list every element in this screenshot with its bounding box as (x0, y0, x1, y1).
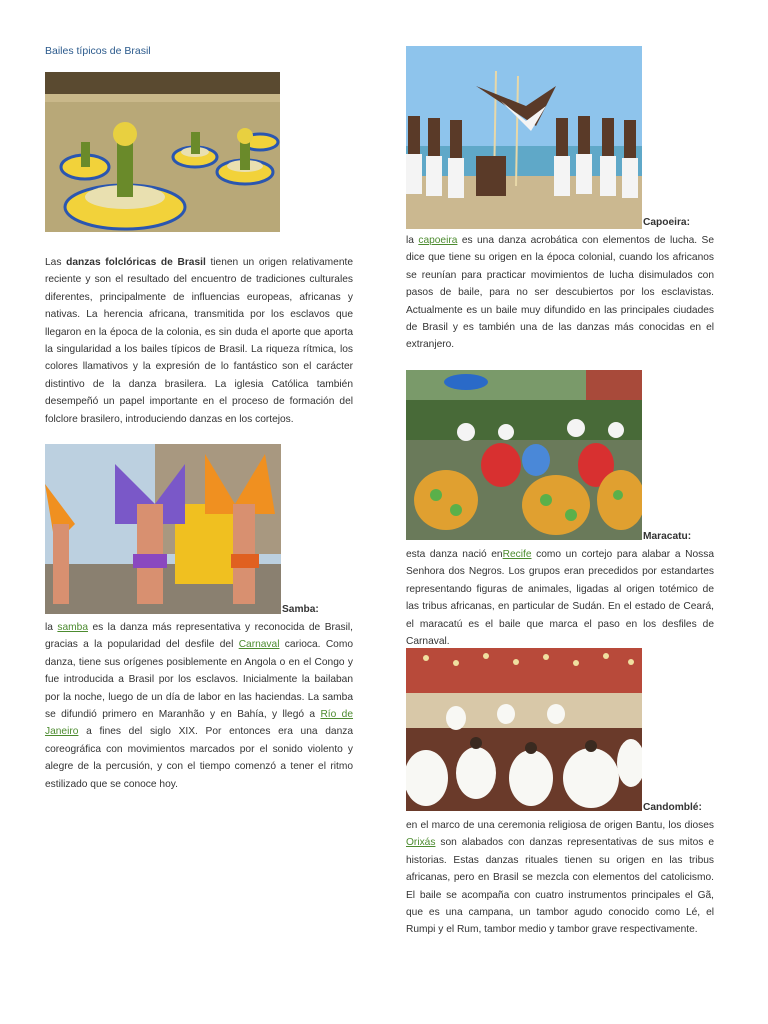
samba-paragraph: la samba es la danza más representativa y reconocida de Brasil, gracias a la popularidad del desfile del Carnaval carioca. Como danza, tiene sus orígenes posiblemente en Angola o en el Congo y fue introducida a Brasil por los esclavos. Inicialmente la bailaban por la noche, luego de un día de labor en las haciendas. La samba se difundió primero en Maranhão y en Bahía, y llegó a Río de Janeiro a fines del siglo XIX. Por entonces era una danza coreográfica con movimientos marcados por el sonido violento y alegre de la percusión, y con el tiempo comenzó a tener el ritmo estilizado que se conoce hoy. (45, 622, 354, 790)
carnaval-link[interactable]: Carnaval (238, 639, 280, 651)
candomble-paragraph: en el marco de una ceremonia religiosa de origen Bantu, los dioses Orixás son alabados con danzas representativas de sus mitos e historias. Estas danzas rituales tienen su origen en las tribus africanas, pero en Brasil se mezcla con elementos del catolicismo. El baile se acompaña con cuatro instrumentos principales el Gã, que es una campana, un tambor agudo conocido como Lé, el Rumpi y el Rum, tambor medio y tambor grave respectivamente. (406, 820, 714, 936)
intro-paragraph: Las danzas folclóricas de Brasil tienen un origen relativamente reciente y son el resultado del encuentro de tradiciones culturales diferentes, principalmente de influencias europeas, africanas y nativas. La herencia africana, transmitida por los esclavos que llegaron en la época de la colonia, es sin duda el aporte que aporta la singularidad a los bailes típicos de Brasil. La riqueza rítmica, los colores llamativos y la expresión de lo fantástico son el carácter distintivo de la danza brasilera. La iglesia Católica también desempeñó un papel importante en el proceso de formación del folclore brasilero, introduciendo danzas en los cortejos. (45, 257, 353, 425)
intro-bold-term: danzas folclóricas de Brasil (66, 257, 206, 268)
candomble-heading: Candomblé: (643, 802, 702, 813)
maracatu-paragraph: esta danza nació enRecife como un cortejo para alabar a Nossa Senhora dos Negros. Los grupos eran precedidos por estandartes representando figuras de animales, ligadas al origen totémico de las tribus africanas, en particular de Sudán. En el estado de Ceará, el maracatú es el baile que marca el paso en los desfiles de Carnaval. (406, 549, 714, 648)
capoeira-heading: Capoeira: (643, 217, 691, 228)
capoeira-paragraph: la capoeira es una danza acrobática con elementos de lucha. Se dice que tiene su origen en la época colonial, cuando los africanos se reunían para practicar movimientos de lucha disimulados con pasos de baile, para no ser descubiertos por los esclavistas. Actualmente es un baile muy difundido en las principales ciudades de Brasil y es también una de las danzas más conocidas en el extranjero. (406, 235, 714, 351)
carnival-parade-photo (45, 72, 280, 232)
recife-link[interactable]: Recife (502, 549, 532, 560)
maracatu-heading: Maracatu: (643, 531, 692, 542)
capoeira-link[interactable]: capoeira (418, 235, 458, 246)
orixas-link[interactable]: Orixás (406, 837, 436, 849)
page-title: Bailes típicos de Brasil (45, 45, 151, 57)
capoeira-photo (406, 46, 642, 229)
samba-heading: Samba: (282, 604, 319, 615)
maracatu-photo (406, 370, 642, 540)
samba-link[interactable]: samba (57, 622, 88, 633)
candomble-photo (406, 648, 642, 811)
rio-de-janeiro-link[interactable]: Río de Janeiro (45, 709, 354, 738)
samba-dancers-photo (45, 444, 281, 614)
